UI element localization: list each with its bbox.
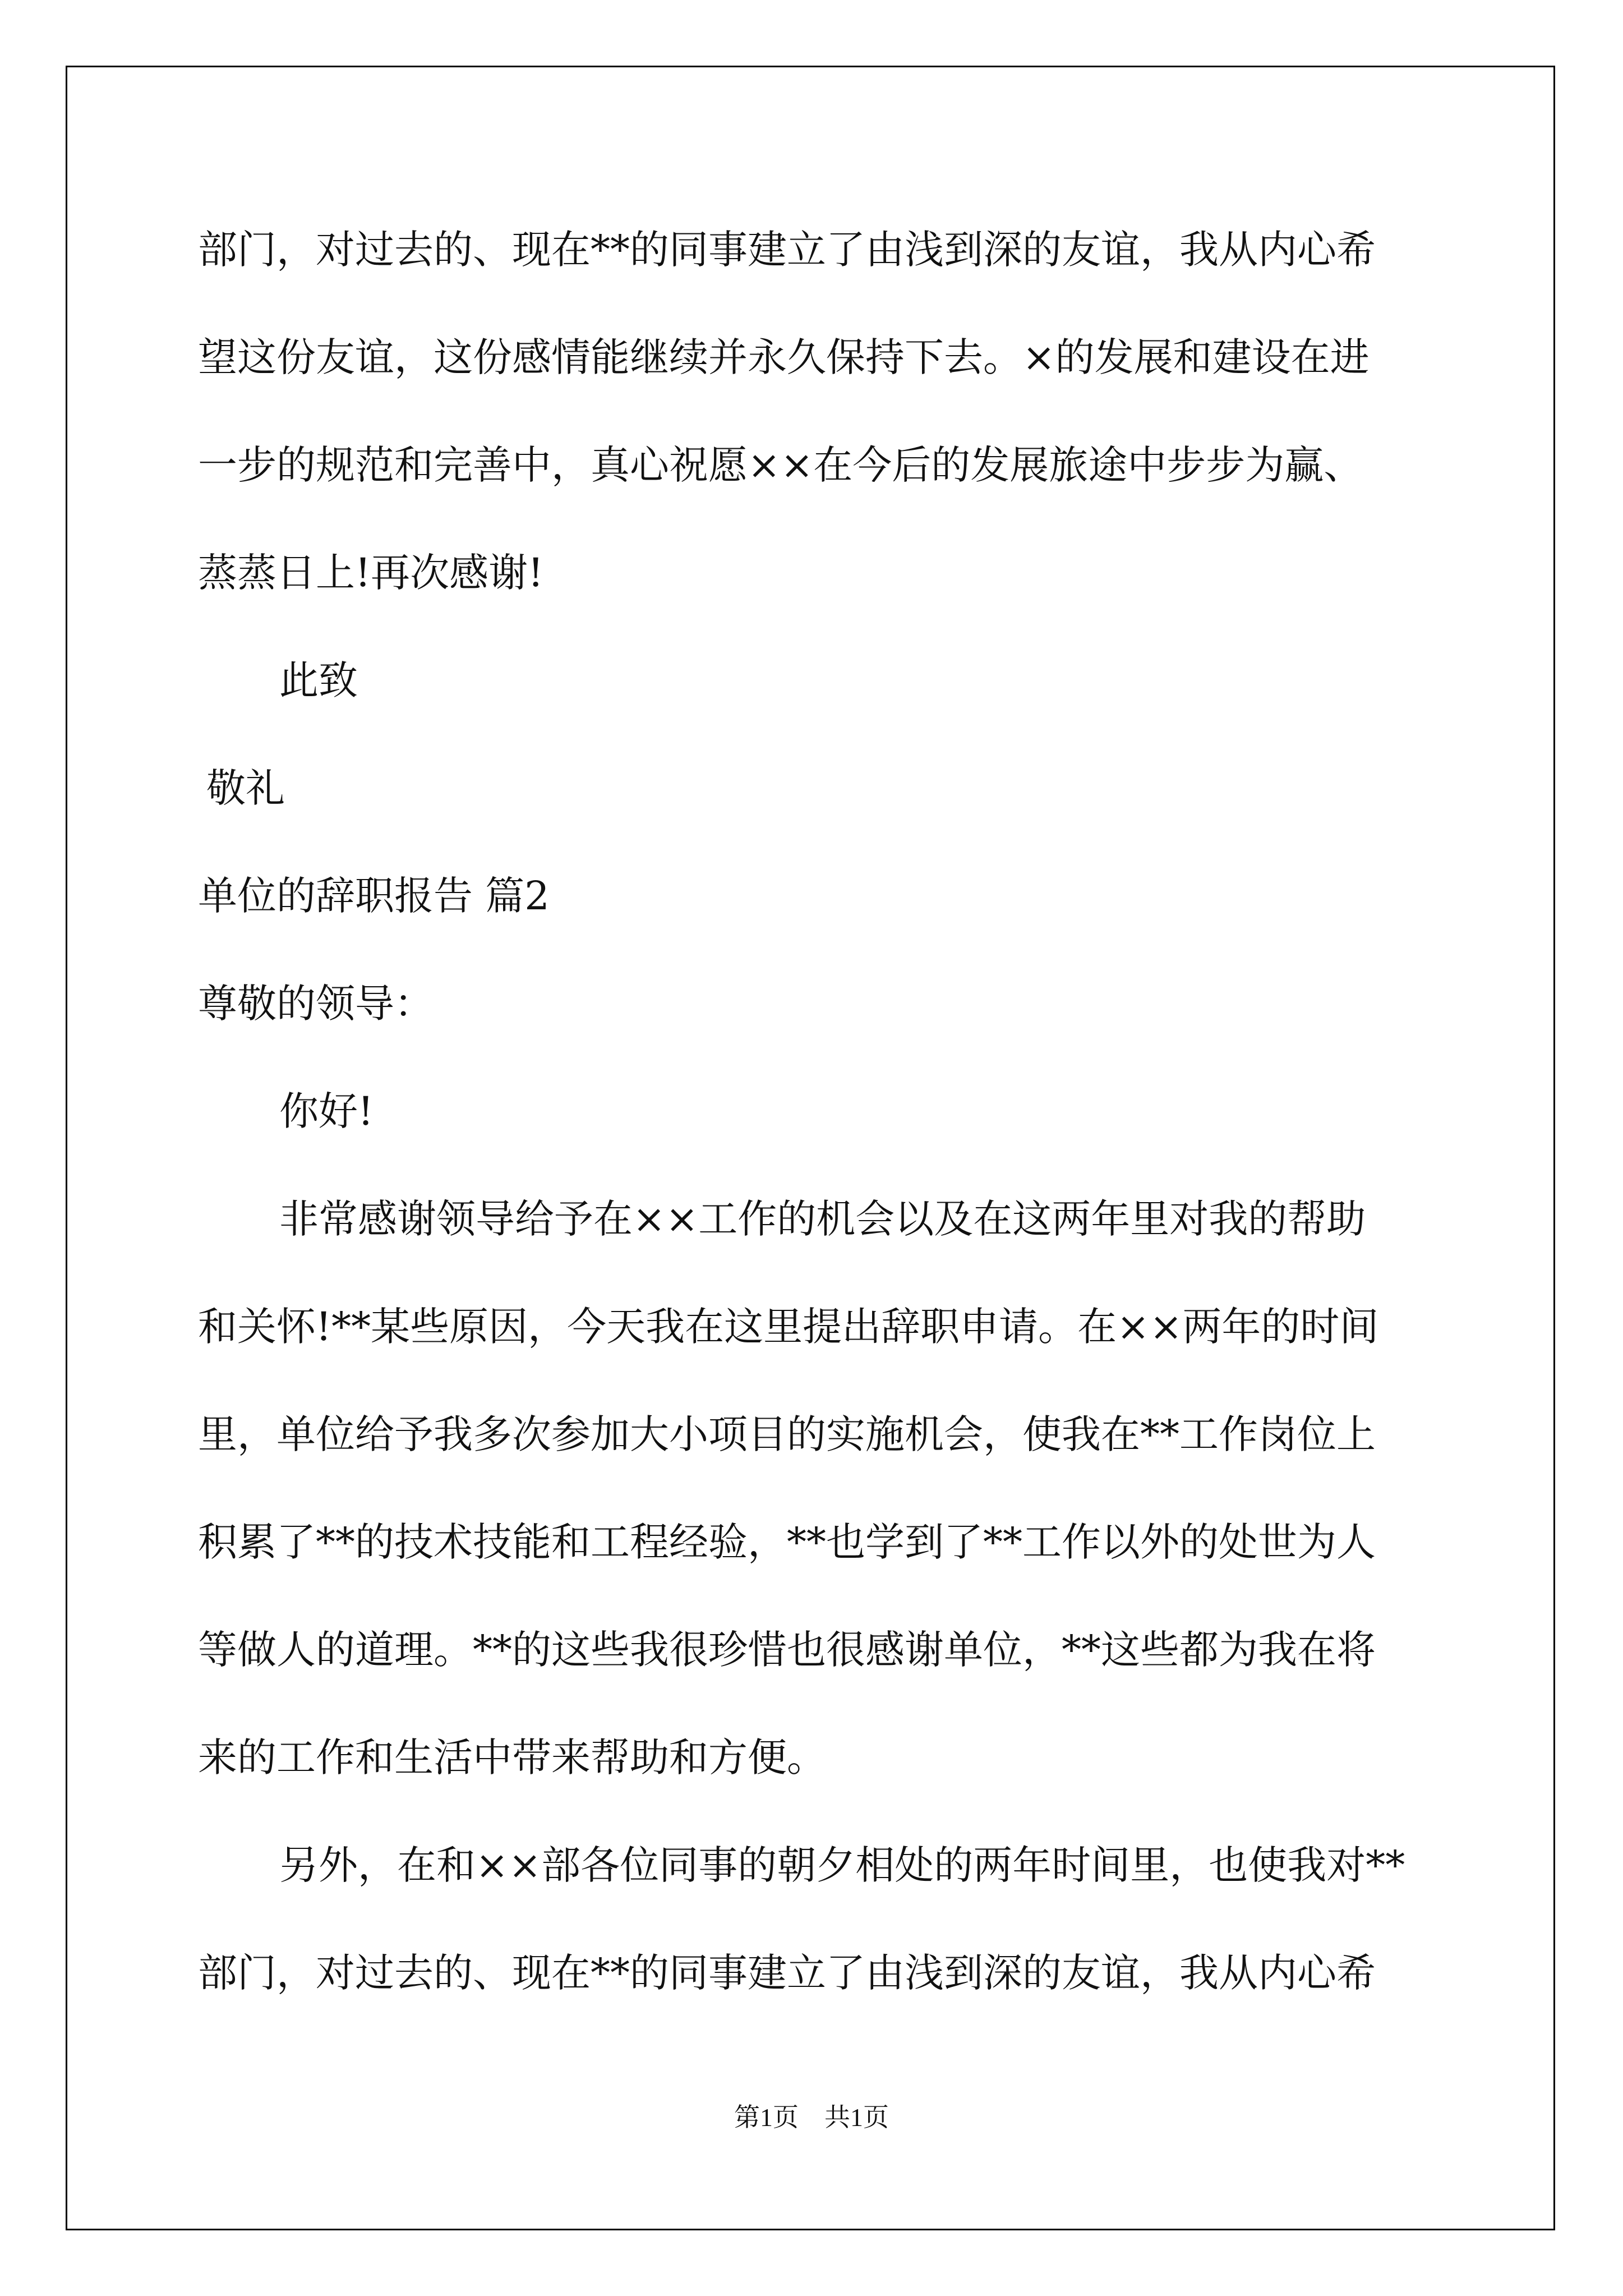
body-line: 和关怀!**某些原因，今天我在这里提出辞职申请。在××两年的时间 <box>198 1304 1379 1350</box>
body-line: 里，单位给予我多次参加大小项目的实施机会，使我在**工作岗位上 <box>198 1411 1376 1457</box>
body-line: 一步的规范和完善中，真心祝愿××在今后的发展旅途中步步为赢、 <box>198 442 1363 488</box>
closing-salutation: 敬礼 <box>206 765 285 811</box>
body-line: 部门，对过去的、现在**的同事建立了由浅到深的友谊，我从内心希 <box>198 1950 1376 1996</box>
section-title: 单位的辞职报告 篇2 <box>198 873 550 919</box>
body-line: 积累了**的技术技能和工程经验，**也学到了**工作以外的处世为人 <box>198 1519 1376 1565</box>
greeting-hello: 你好! <box>279 1088 374 1134</box>
body-line: 等做人的道理。**的这些我很珍惜也很感谢单位，**这些都为我在将 <box>198 1627 1376 1673</box>
closing-phrase: 此致 <box>279 657 358 703</box>
body-line: 望这份友谊，这份感情能继续并永久保持下去。×的发展和建设在进 <box>198 334 1370 380</box>
body-line: 另外，在和××部各位同事的朝夕相处的两年时间里，也使我对** <box>279 1842 1405 1888</box>
page-footer: 第1页 共1页 <box>734 2103 889 2132</box>
body-line: 非常感谢领导给予在××工作的机会以及在这两年里对我的帮助 <box>279 1196 1366 1242</box>
body-line: 来的工作和生活中带来帮助和方便。 <box>198 1734 826 1780</box>
greeting: 尊敬的领导： <box>198 981 434 1027</box>
body-line: 蒸蒸日上!再次感谢! <box>198 550 544 596</box>
body-line: 部门，对过去的、现在**的同事建立了由浅到深的友谊，我从内心希 <box>198 227 1376 273</box>
page-border <box>66 66 1555 2230</box>
